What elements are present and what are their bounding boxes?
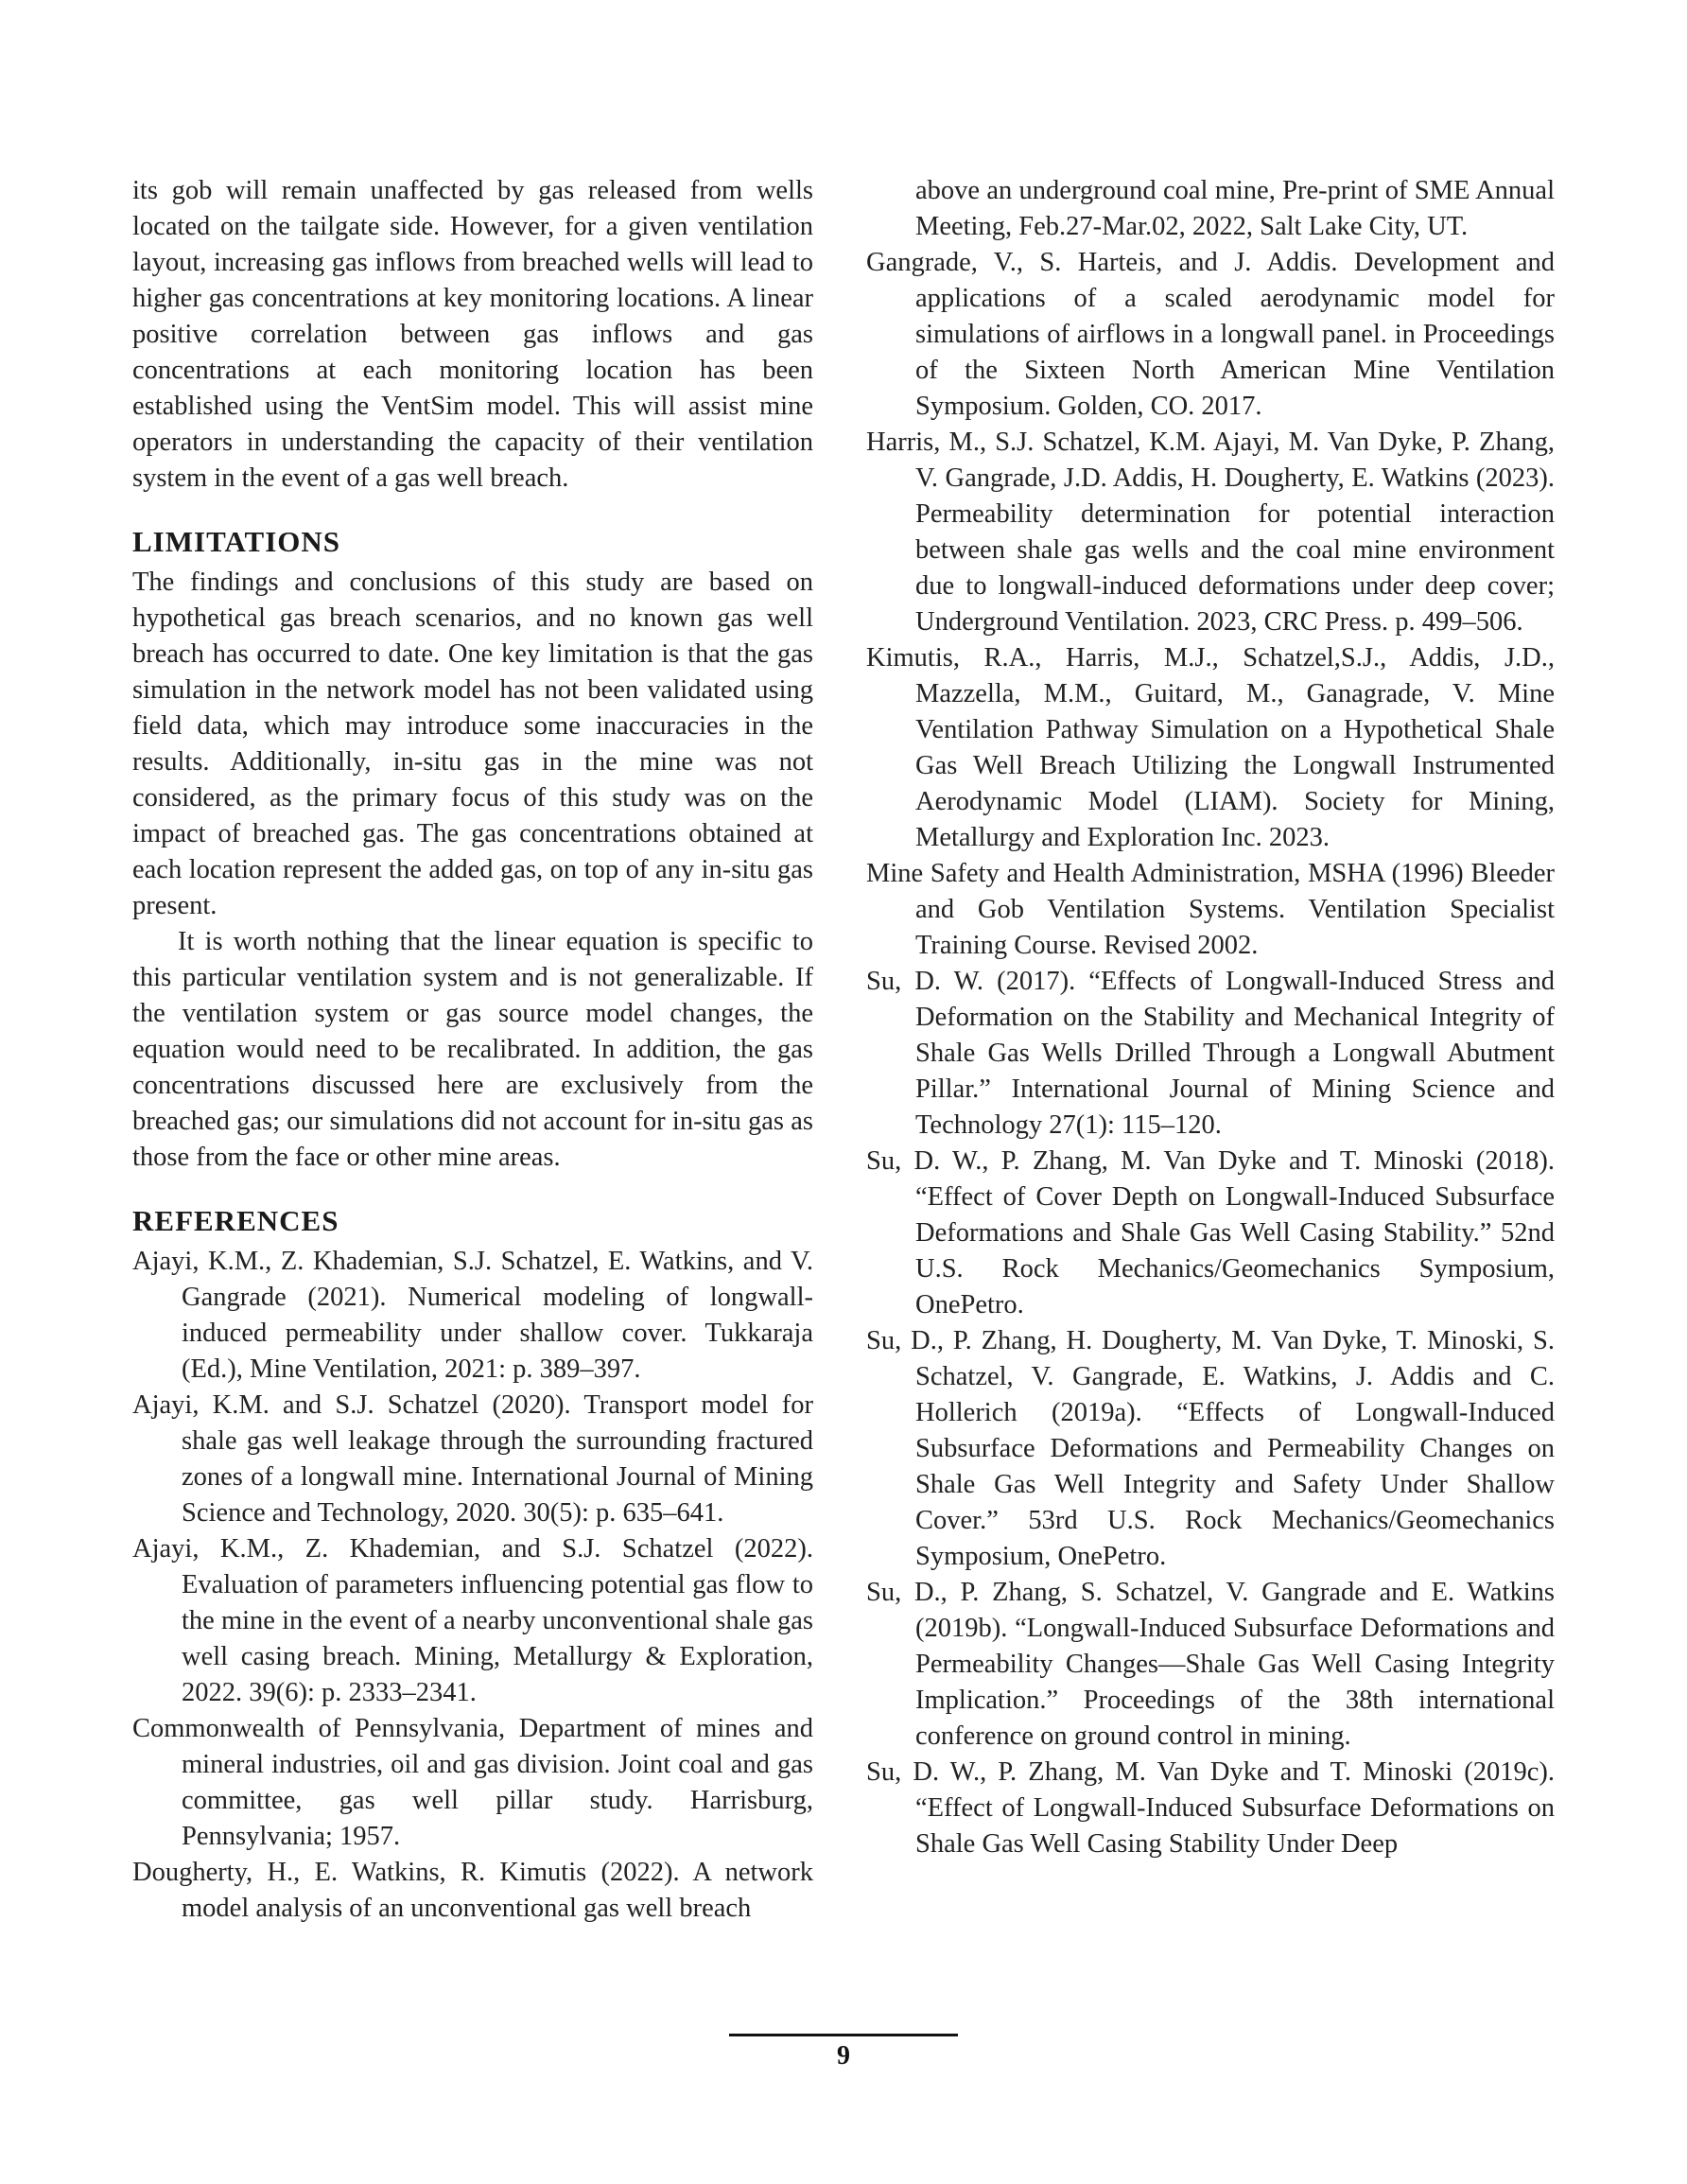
reference-entry: Ajayi, K.M., Z. Khademian, and S.J. Schatzel (2022). Evaluation of parameters influencing potential gas flow to the mine in the event of a nearby unconventional shale gas well casing breach. Mining, Metallurgy & Exploration, 2022. 39(6): p. 2333–2341. xyxy=(132,1534,813,1707)
reference-entry: Su, D. W., P. Zhang, M. Van Dyke and T. Minoski (2019c). “Effect of Longwall-Induced Subsurface Deformations on Shale Gas Well Casing Stability Under Deep xyxy=(866,1757,1555,1859)
reference-entry: Su, D., P. Zhang, S. Schatzel, V. Gangrade and E. Watkins (2019b). “Longwall-Induced Subsurface Deformations and Permeability Changes—Shale Gas Well Casing Integrity Implication.” Proceedings of the 38th international conference on ground control in mining. xyxy=(866,1578,1555,1751)
reference-entry: Kimutis, R.A., Harris, M.J., Schatzel,S.J., Addis, J.D., Mazzella, M.M., Guitard, M., Ganagrade, V. Mine Ventilation Pathway Simulation on a Hypothetical Shale Gas Well Breach Utilizing the Longwall Instrumented Aerodynamic Model (LIAM). Society for Mining, Metallurgy and Exploration Inc. 2023. xyxy=(866,643,1555,852)
references-heading: REFERENCES xyxy=(132,1204,339,1237)
reference-entry: Su, D., P. Zhang, H. Dougherty, M. Van Dyke, T. Minoski, S. Schatzel, V. Gangrade, E. Watkins, J. Addis and C. Hollerich (2019a). “Effects of Longwall-Induced Subsurface Deformations and Permeability Changes on Shale Gas Well Integrity and Safety Under Shallow Cover.” 53rd U.S. Rock Mechanics/Geomechanics Symposium, OnePetro. xyxy=(866,1326,1555,1571)
reference-entry: Ajayi, K.M., Z. Khademian, S.J. Schatzel, E. Watkins, and V. Gangrade (2021). Numerical modeling of longwall-induced permeability under shallow cover. Tukkaraja (Ed.), Mine Ventilation, 2021: p. 389–397. xyxy=(132,1247,813,1384)
limitations-paragraph-2: It is worth nothing that the linear equation is specific to this particular ventilation system and is not generalizable. If the ventilation system or gas source model changes, the equation would need to be recalibrated. In addition, the gas concentrations discussed here are exclusively from the breached gas; our simulations did not account for in-situ gas as those from the face or other mine areas. xyxy=(132,927,813,1172)
right-column xyxy=(866,173,1555,1862)
reference-entry: Gangrade, V., S. Harteis, and J. Addis. Development and applications of a scaled aerodynamic model for simulations of airflows in a longwall panel. in Proceedings of the Sixteen North American Mine Ventilation Symposium. Golden, CO. 2017. xyxy=(866,248,1555,421)
reference-entry: Su, D. W., P. Zhang, M. Van Dyke and T. Minoski (2018). “Effect of Cover Depth on Longwall-Induced Subsurface Deformations and Shale Gas Well Casing Stability.” 52nd U.S. Rock Mechanics/Geomechanics Symposium, OnePetro. xyxy=(866,1146,1555,1319)
reference-entry: Commonwealth of Pennsylvania, Department of mines and mineral industries, oil and gas division. Joint coal and gas committee, gas well pillar study. Harrisburg, Pennsylvania; 1957. xyxy=(132,1714,813,1851)
reference-entry: Harris, M., S.J. Schatzel, K.M. Ajayi, M. Van Dyke, P. Zhang, V. Gangrade, J.D. Addis, H. Dougherty, E. Watkins (2023). Permeability determination for potential interaction between shale gas wells and the coal mine environment due to longwall-induced deformations under deep cover; Underground Ventilation. 2023, CRC Press. p. 499–506. xyxy=(866,428,1555,637)
limitations-paragraph-1: The findings and conclusions of this study are based on hypothetical gas breach scenarios, and no known gas well breach has occurred to date. One key limitation is that the gas simulation in the network model has not been validated using field data, which may introduce some inaccuracies in the results. Additionally, in-situ gas in the mine was not considered, as the primary focus of this study was on the impact of breached gas. The gas concentrations obtained at each location represent the added gas, on top of any in-situ gas present. xyxy=(132,568,813,920)
limitations-heading: LIMITATIONS xyxy=(132,525,341,558)
reference-continuation: above an underground coal mine, Pre-print of SME Annual Meeting, Feb.27-Mar.02, 2022, Salt Lake City, UT. xyxy=(915,176,1555,241)
reference-entry: Su, D. W. (2017). “Effects of Longwall-Induced Stress and Deformation on the Stability and Mechanical Integrity of Shale Gas Wells Drilled Through a Longwall Abutment Pillar.” International Journal of Mining Science and Technology 27(1): 115–120. xyxy=(866,967,1555,1140)
reference-entry: Dougherty, H., E. Watkins, R. Kimutis (2022). A network model analysis of an unconventional gas well breach xyxy=(132,1858,813,1923)
page-number: 9 xyxy=(837,2041,850,2070)
footer-rule xyxy=(729,2034,958,2036)
intro-paragraph: its gob will remain unaffected by gas released from wells located on the tailgate side. However, for a given ventilation layout, increasing gas inflows from breached wells will lead to higher gas concentrations at key monitoring locations. A linear positive correlation between gas inflows and gas concentrations at each monitoring location has been established using the VentSim model. This will assist mine operators in understanding the capacity of their ventilation system in the event of a gas well breach. xyxy=(132,176,813,493)
left-column xyxy=(132,173,813,1927)
reference-entry: Mine Safety and Health Administration, MSHA (1996) Bleeder and Gob Ventilation Systems. Ventilation Specialist Training Course. Revised 2002. xyxy=(866,859,1555,960)
reference-entry: Ajayi, K.M. and S.J. Schatzel (2020). Transport model for shale gas well leakage through the surrounding fractured zones of a longwall mine. International Journal of Mining Science and Technology, 2020. 30(5): p. 635–641. xyxy=(132,1390,813,1528)
